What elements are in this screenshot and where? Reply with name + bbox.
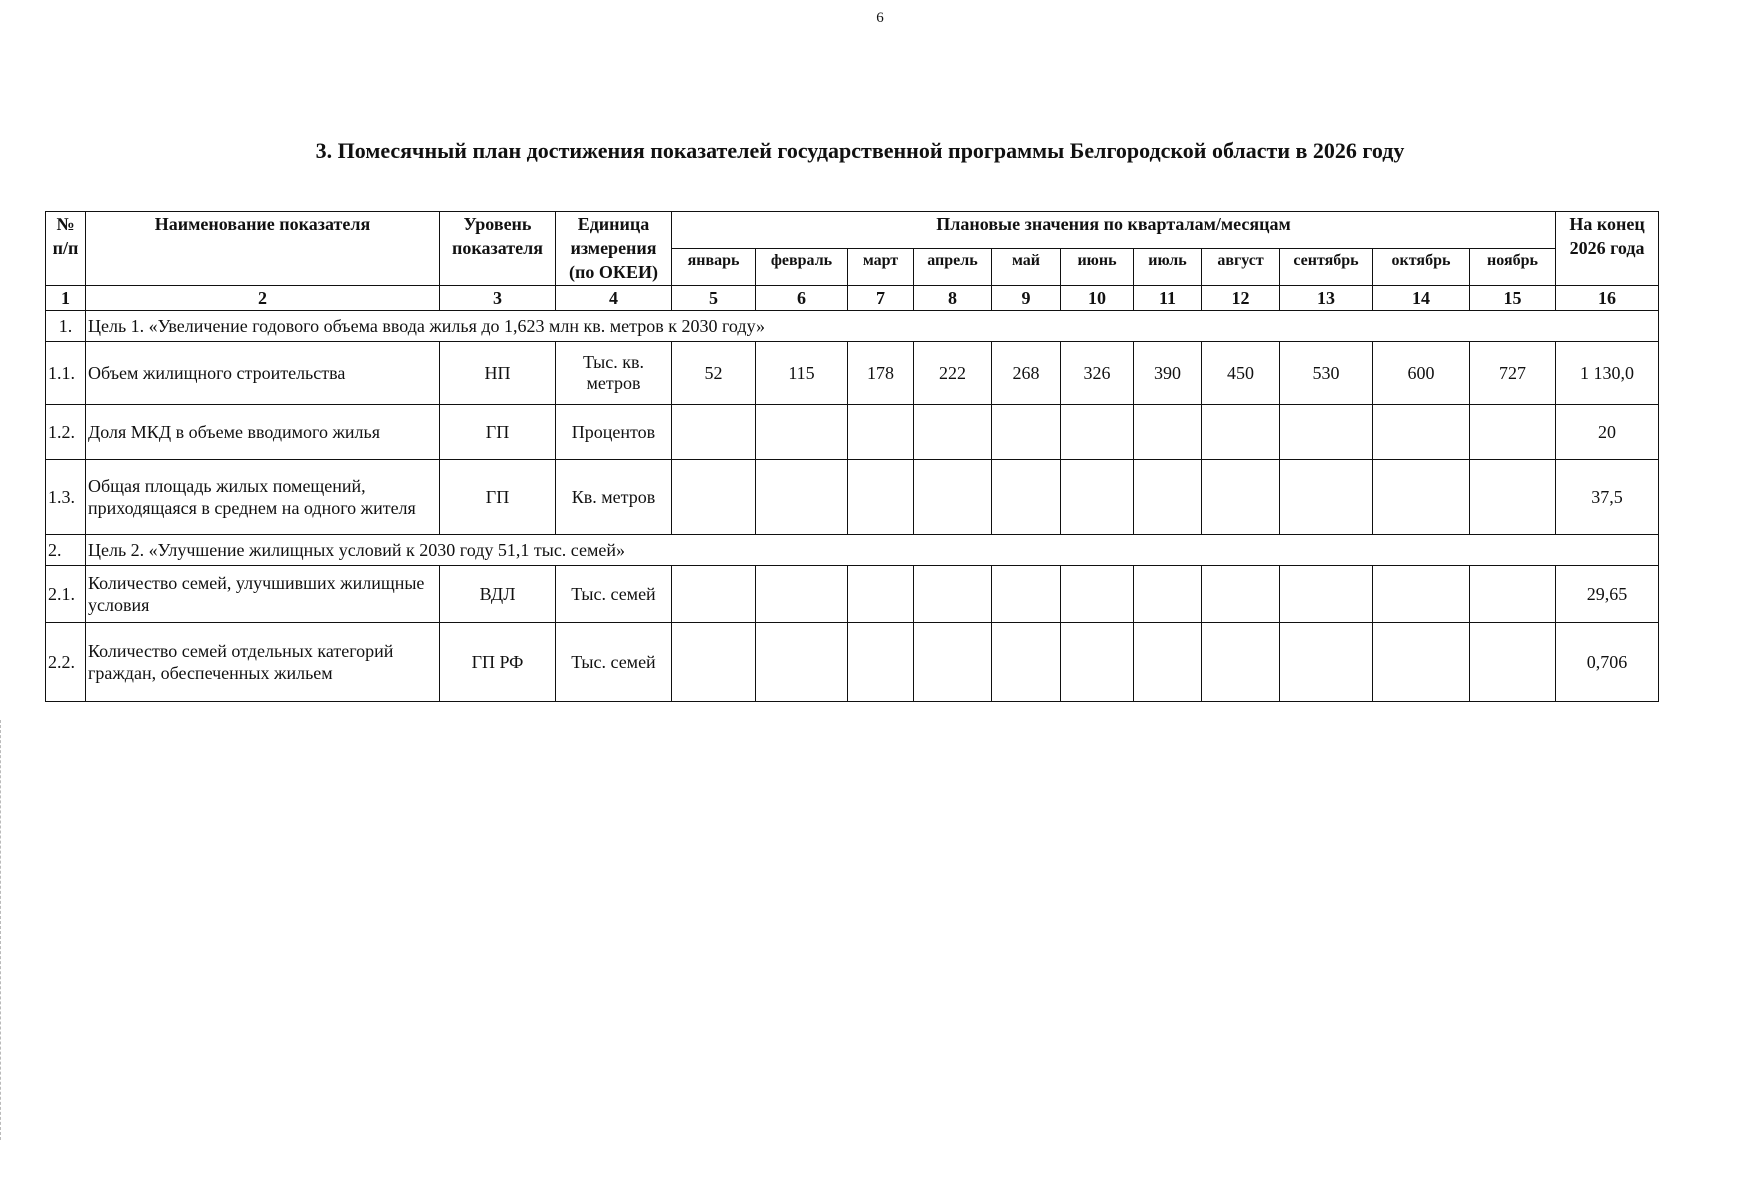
month-value: 390 [1134, 342, 1202, 405]
month-value [1202, 460, 1280, 535]
column-number: 13 [1280, 286, 1373, 311]
header-num: № п/п [46, 212, 86, 286]
column-number: 9 [992, 286, 1061, 311]
month-value [992, 623, 1061, 702]
column-numbers-row [46, 286, 1659, 311]
month-value [1280, 623, 1373, 702]
month-value [914, 623, 992, 702]
month-value [1373, 460, 1470, 535]
month-value: 326 [1061, 342, 1134, 405]
column-number: 12 [1202, 286, 1280, 311]
month-value [1280, 405, 1373, 460]
header-month: май [992, 249, 1061, 286]
month-value: 600 [1373, 342, 1470, 405]
month-value [848, 566, 914, 623]
month-value: 52 [672, 342, 756, 405]
header-end: На конец 2026 года [1556, 212, 1659, 286]
column-number: 1 [46, 286, 86, 311]
row-num: 1.3. [46, 460, 86, 535]
month-value [672, 460, 756, 535]
indicator-unit: Тыс. семей [556, 566, 672, 623]
month-value: 115 [756, 342, 848, 405]
month-value: 268 [992, 342, 1061, 405]
month-value [1202, 623, 1280, 702]
month-value [992, 460, 1061, 535]
column-number: 3 [440, 286, 556, 311]
column-number: 2 [86, 286, 440, 311]
month-value [1134, 405, 1202, 460]
indicator-name: Общая площадь жилых помещений, приходящаяся в среднем на одного жителя [86, 460, 440, 535]
row-num: 2.1. [46, 566, 86, 623]
header-month: август [1202, 249, 1280, 286]
goal-row [46, 535, 1659, 566]
column-number: 10 [1061, 286, 1134, 311]
month-value [1280, 460, 1373, 535]
month-value [1061, 623, 1134, 702]
column-number: 4 [556, 286, 672, 311]
header-row-top [46, 212, 1659, 249]
header-month: сентябрь [1280, 249, 1373, 286]
month-value: 530 [1280, 342, 1373, 405]
month-value [992, 566, 1061, 623]
header-level: Уровень показателя [440, 212, 556, 286]
column-number: 7 [848, 286, 914, 311]
month-value [1202, 405, 1280, 460]
month-value [1134, 623, 1202, 702]
column-number: 5 [672, 286, 756, 311]
indicator-unit: Тыс. семей [556, 623, 672, 702]
header-name: Наименование показателя [86, 212, 440, 286]
month-value [1470, 460, 1556, 535]
indicator-unit: Тыс. кв. метров [556, 342, 672, 405]
month-value [1470, 405, 1556, 460]
column-number: 11 [1134, 286, 1202, 311]
month-value [848, 460, 914, 535]
month-value [992, 405, 1061, 460]
month-value [1134, 460, 1202, 535]
goal-num: 1. [46, 311, 86, 342]
month-value: 727 [1470, 342, 1556, 405]
end-value: 0,706 [1556, 623, 1659, 702]
document-title: 3. Помесячный план достижения показателей государственной программы Белгородской области в 2026 году [315, 138, 1405, 163]
month-value [1061, 460, 1134, 535]
month-value [1373, 566, 1470, 623]
end-value: 37,5 [1556, 460, 1659, 535]
header-month: октябрь [1373, 249, 1470, 286]
column-number: 16 [1556, 286, 1659, 311]
header-month: январь [672, 249, 756, 286]
month-value [1470, 623, 1556, 702]
month-value [1134, 566, 1202, 623]
month-value [1061, 566, 1134, 623]
header-month: июнь [1061, 249, 1134, 286]
month-value [914, 405, 992, 460]
month-value [1280, 566, 1373, 623]
month-value [756, 460, 848, 535]
end-value: 29,65 [1556, 566, 1659, 623]
column-number: 15 [1470, 286, 1556, 311]
month-value [1373, 405, 1470, 460]
month-value: 450 [1202, 342, 1280, 405]
goal-row [46, 311, 1659, 342]
month-value [848, 405, 914, 460]
month-value [1202, 566, 1280, 623]
month-value [672, 623, 756, 702]
month-value [1470, 566, 1556, 623]
indicator-name: Количество семей, улучшивших жилищные условия [86, 566, 440, 623]
column-number: 14 [1373, 286, 1470, 311]
indicator-level: ГП [440, 460, 556, 535]
row-num: 1.1. [46, 342, 86, 405]
indicator-name: Доля МКД в объеме вводимого жилья [86, 405, 440, 460]
month-value [756, 566, 848, 623]
month-value [756, 405, 848, 460]
header-plan: Плановые значения по кварталам/месяцам [672, 212, 1556, 249]
header-month: март [848, 249, 914, 286]
indicator-unit: Кв. метров [556, 460, 672, 535]
end-value: 20 [1556, 405, 1659, 460]
row-num: 1.2. [46, 405, 86, 460]
indicator-row [46, 623, 1659, 702]
indicator-name: Количество семей отдельных категорий граждан, обеспеченных жильем [86, 623, 440, 702]
indicator-unit: Процентов [556, 405, 672, 460]
indicator-row [46, 405, 1659, 460]
month-value [672, 405, 756, 460]
indicator-level: НП [440, 342, 556, 405]
page-number: 6 [876, 10, 884, 26]
month-value [848, 623, 914, 702]
header-month: июль [1134, 249, 1202, 286]
row-num: 2.2. [46, 623, 86, 702]
goal-text: Цель 2. «Улучшение жилищных условий к 2030 году 51,1 тыс. семей» [86, 535, 1659, 566]
header-month: апрель [914, 249, 992, 286]
indicator-row [46, 460, 1659, 535]
indicator-level: ГП РФ [440, 623, 556, 702]
header-unit: Единица измерения (по ОКЕИ) [556, 212, 672, 286]
month-value [914, 460, 992, 535]
month-value [914, 566, 992, 623]
scan-edge-mark [0, 720, 3, 1140]
month-value [756, 623, 848, 702]
indicator-row [46, 566, 1659, 623]
column-number: 8 [914, 286, 992, 311]
indicator-level: ВДЛ [440, 566, 556, 623]
month-value [1373, 623, 1470, 702]
header-month: ноябрь [1470, 249, 1556, 286]
indicator-name: Объем жилищного строительства [86, 342, 440, 405]
month-value [672, 566, 756, 623]
goal-text: Цель 1. «Увеличение годового объема ввода жилья до 1,623 млн кв. метров к 2030 году» [86, 311, 1659, 342]
column-number: 6 [756, 286, 848, 311]
goal-num: 2. [46, 535, 86, 566]
indicator-level: ГП [440, 405, 556, 460]
indicator-row [46, 342, 1659, 405]
header-month: февраль [756, 249, 848, 286]
month-value [1061, 405, 1134, 460]
end-value: 1 130,0 [1556, 342, 1659, 405]
month-value: 222 [914, 342, 992, 405]
monthly-plan-table [45, 211, 1659, 702]
month-value: 178 [848, 342, 914, 405]
